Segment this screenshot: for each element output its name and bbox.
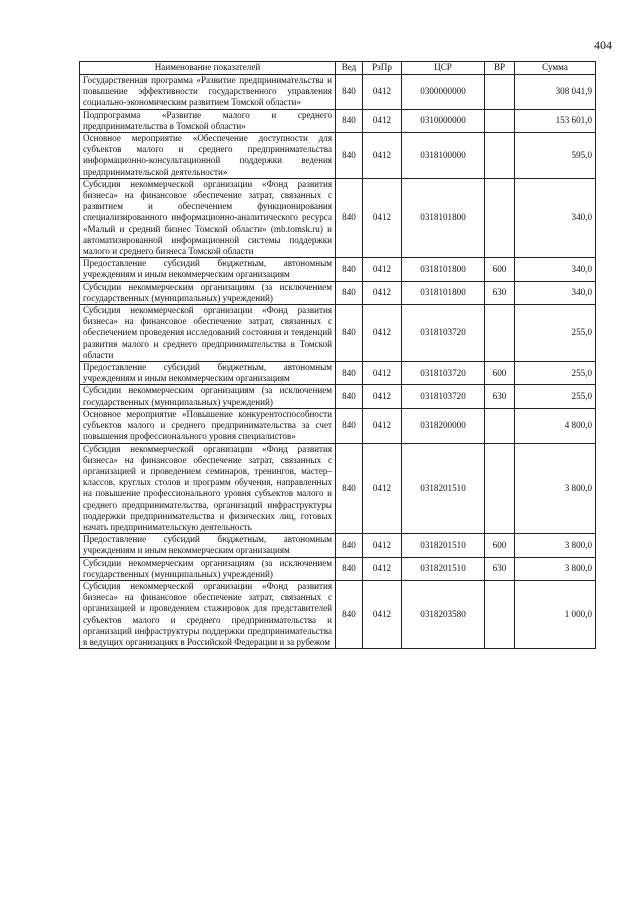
table-row — [80, 534, 596, 557]
row-vr — [485, 133, 515, 179]
row-rzpr: 0412 — [363, 178, 402, 257]
header-sum: Сумма — [515, 62, 596, 75]
row-sum: 595,0 — [515, 133, 596, 179]
row-ved: 840 — [336, 178, 363, 257]
row-ved: 840 — [336, 557, 363, 580]
row-sum: 153 601,0 — [515, 109, 596, 132]
row-sum: 1 000,0 — [515, 580, 596, 648]
row-ved: 840 — [336, 281, 363, 304]
row-csr: 0318103720 — [402, 305, 485, 362]
row-sum: 255,0 — [515, 385, 596, 408]
row-rzpr: 0412 — [363, 305, 402, 362]
row-csr: 0318203580 — [402, 580, 485, 648]
row-rzpr: 0412 — [363, 557, 402, 580]
table-header-row — [80, 62, 596, 75]
row-vr — [485, 443, 515, 534]
row-rzpr: 0412 — [363, 281, 402, 304]
row-name: Основное мероприятие «Обеспечение доступности для субъектов малого и среднего предпринимательства информационно-консультационной поддержки ведения предпринимательской деятельности» — [80, 133, 336, 179]
row-name: Субсидия некоммерческой организации «Фонд развития бизнеса» на финансовое обеспечение затрат, связанных с обеспечением проведения исследований состояния и тенденций развития малого и среднего предпринимательства в Томской области — [80, 305, 336, 362]
table-row — [80, 385, 596, 408]
page-number: 404 — [594, 38, 612, 52]
row-vr — [485, 305, 515, 362]
row-rzpr: 0412 — [363, 133, 402, 179]
header-rzpr: РзПр — [363, 62, 402, 75]
table-row — [80, 133, 596, 179]
row-vr: 630 — [485, 557, 515, 580]
row-ved: 840 — [336, 133, 363, 179]
row-sum: 4 800,0 — [515, 408, 596, 443]
row-ved: 840 — [336, 75, 363, 110]
row-csr: 0318101800 — [402, 258, 485, 281]
row-sum: 255,0 — [515, 362, 596, 385]
row-name: Государственная программа «Развитие предпринимательства и повышение эффективности государственного управления социально-экономическим развитием Томской области» — [80, 75, 336, 110]
table-row — [80, 109, 596, 132]
row-ved: 840 — [336, 109, 363, 132]
row-ved: 840 — [336, 258, 363, 281]
row-name: Предоставление субсидий бюджетным, автономным учреждениям и иным некоммерческим организациям — [80, 362, 336, 385]
row-csr: 0318201510 — [402, 534, 485, 557]
row-name: Субсидия некоммерческой организации «Фонд развития бизнеса» на финансовое обеспечение затрат, связанных с развитием и обеспечением функционирования специализированного информационно-аналитического ресурса «Малый и средний бизнес Томской области» (mb.tomsk.ru) и автоматизированной информационной системы поддержки малого и среднего бизнеса Томской области — [80, 178, 336, 257]
row-ved: 840 — [336, 305, 363, 362]
row-name: Субсидия некоммерческой организации «Фонд развития бизнеса» на финансовое обеспечение затрат, связанных с организацией и проведением стажировок для представителей субъектов малого и среднего предпринимательства и организаций инфраструктуры поддержки предпринимательства в ведущих организациях в Российской Федерации и за рубежом — [80, 580, 336, 648]
row-vr — [485, 580, 515, 648]
row-name: Предоставление субсидий бюджетным, автономным учреждениям и иным некоммерческим организациям — [80, 258, 336, 281]
table-row — [80, 408, 596, 443]
table-row — [80, 443, 596, 534]
row-sum: 308 041,9 — [515, 75, 596, 110]
row-rzpr: 0412 — [363, 75, 402, 110]
row-sum: 255,0 — [515, 305, 596, 362]
row-name: Основное мероприятие «Повышение конкурентоспособности субъектов малого и среднего предпринимательства за счет повышения профессионального уровня специалистов» — [80, 408, 336, 443]
table-row — [80, 281, 596, 304]
row-rzpr: 0412 — [363, 258, 402, 281]
table-row — [80, 178, 596, 257]
row-name: Субсидия некоммерческой организации «Фонд развития бизнеса» на финансовое обеспечение затрат, связанных с организацией и проведением семинаров, тренингов, мастер–классов, круглых столов и программ обучения, направленных на повышение профессионального уровня субъектов малого и среднего предпринимательства, организаций инфраструктуры поддержки предпринимательства и физических лиц, готовых начать предпринимательскую деятельность — [80, 443, 336, 534]
row-sum: 3 800,0 — [515, 534, 596, 557]
row-sum: 340,0 — [515, 178, 596, 257]
row-rzpr: 0412 — [363, 443, 402, 534]
budget-table — [79, 61, 596, 649]
row-csr: 0318103720 — [402, 385, 485, 408]
header-ved: Вед — [336, 62, 363, 75]
row-name: Субсидии некоммерческим организациям (за исключением государственных (муниципальных) учреждений) — [80, 385, 336, 408]
row-vr: 630 — [485, 281, 515, 304]
row-vr — [485, 75, 515, 110]
row-sum: 340,0 — [515, 281, 596, 304]
row-ved: 840 — [336, 580, 363, 648]
row-name: Подпрограмма «Развитие малого и среднего предпринимательства в Томской области» — [80, 109, 336, 132]
table-row — [80, 362, 596, 385]
row-vr: 630 — [485, 385, 515, 408]
table-row — [80, 557, 596, 580]
row-sum: 3 800,0 — [515, 443, 596, 534]
row-ved: 840 — [336, 443, 363, 534]
row-csr: 0300000000 — [402, 75, 485, 110]
row-rzpr: 0412 — [363, 385, 402, 408]
row-name: Субсидии некоммерческим организациям (за исключением государственных (муниципальных) учреждений) — [80, 557, 336, 580]
row-vr — [485, 109, 515, 132]
table-row — [80, 580, 596, 648]
row-ved: 840 — [336, 408, 363, 443]
row-csr: 0318200000 — [402, 408, 485, 443]
table-row — [80, 258, 596, 281]
row-name: Предоставление субсидий бюджетным, автономным учреждениям и иным некоммерческим организациям — [80, 534, 336, 557]
table-row — [80, 75, 596, 110]
row-rzpr: 0412 — [363, 362, 402, 385]
row-rzpr: 0412 — [363, 534, 402, 557]
row-csr: 0318201510 — [402, 443, 485, 534]
row-csr: 0318103720 — [402, 362, 485, 385]
row-csr: 0318101800 — [402, 178, 485, 257]
table-row — [80, 305, 596, 362]
row-rzpr: 0412 — [363, 109, 402, 132]
row-rzpr: 0412 — [363, 580, 402, 648]
row-sum: 340,0 — [515, 258, 596, 281]
row-csr: 0318100000 — [402, 133, 485, 179]
row-ved: 840 — [336, 385, 363, 408]
row-vr: 600 — [485, 258, 515, 281]
row-name: Субсидии некоммерческим организациям (за исключением государственных (муниципальных) учреждений) — [80, 281, 336, 304]
row-vr: 600 — [485, 362, 515, 385]
header-vr: ВР — [485, 62, 515, 75]
row-ved: 840 — [336, 362, 363, 385]
row-csr: 0318201510 — [402, 557, 485, 580]
row-csr: 0318101800 — [402, 281, 485, 304]
header-csr: ЦСР — [402, 62, 485, 75]
row-csr: 0310000000 — [402, 109, 485, 132]
row-vr — [485, 408, 515, 443]
row-sum: 3 800,0 — [515, 557, 596, 580]
row-ved: 840 — [336, 534, 363, 557]
row-rzpr: 0412 — [363, 408, 402, 443]
row-vr — [485, 178, 515, 257]
row-vr: 600 — [485, 534, 515, 557]
header-name: Наименование показателей — [80, 62, 336, 75]
